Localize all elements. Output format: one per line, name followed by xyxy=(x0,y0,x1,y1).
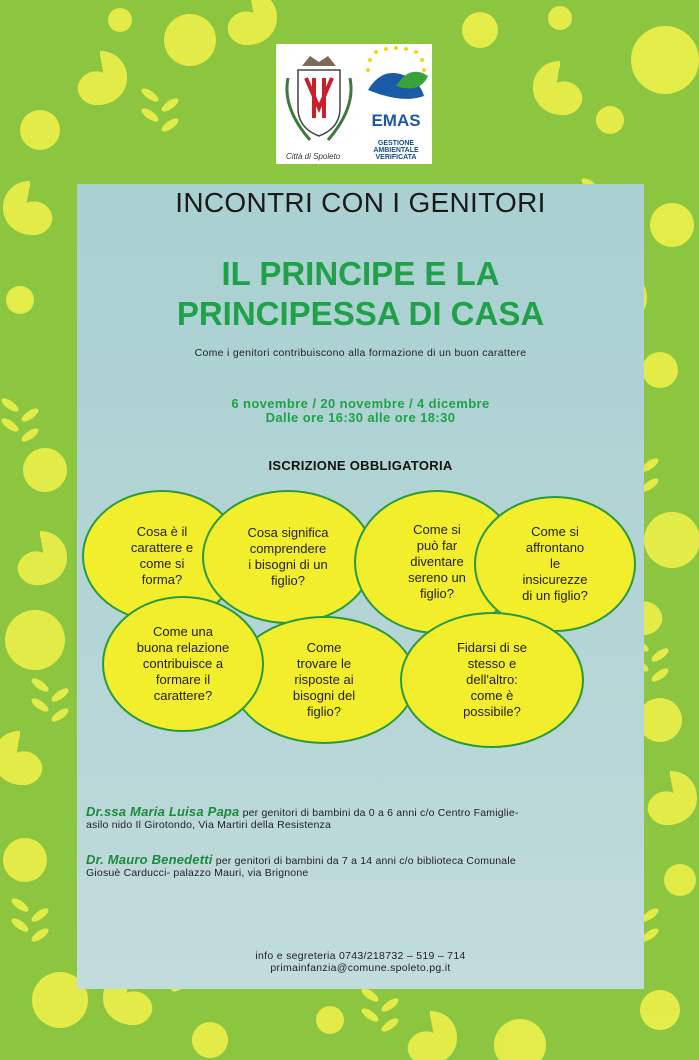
hours-line: Dalle ore 16:30 alle ore 18:30 xyxy=(265,410,456,425)
bubble-text: Come trovare le risposte ai bisogni del figlio? xyxy=(292,640,356,719)
emas-logo xyxy=(362,46,430,136)
city-caption: Città di Spoleto xyxy=(286,152,341,161)
subtitle: Come i genitori contribuiscono alla formazione di un buon carattere xyxy=(194,347,527,359)
pattern-dot xyxy=(644,512,699,568)
bubble-text: Come si può far diventare sereno un figlio? xyxy=(408,522,466,601)
pattern-dot xyxy=(642,352,678,388)
speaker-entry xyxy=(86,806,636,831)
speaker-details: per genitori di bambini da 7 a 14 anni c/o biblioteca Comunale xyxy=(212,855,516,867)
event-dates xyxy=(77,397,644,425)
emas-wordmark: EMAS xyxy=(371,111,421,130)
city-coat-of-arms-logo xyxy=(280,48,358,148)
contact-info xyxy=(77,950,644,974)
pattern-dot xyxy=(548,6,572,30)
topic-bubble xyxy=(202,490,374,624)
speaker-name: Dr. Mauro Benedetti xyxy=(86,852,213,867)
headline: INCONTRI CON I GENITORI xyxy=(175,187,546,218)
pattern-dot xyxy=(20,110,60,150)
pattern-dot xyxy=(596,106,624,134)
title-line-1: IL PRINCIPE E LA xyxy=(221,255,500,292)
topic-bubble xyxy=(102,596,264,732)
pattern-dot xyxy=(640,990,680,1030)
dates-line: 6 novembre / 20 novembre / 4 dicembre xyxy=(231,396,490,411)
bubble-text: Cosa significa comprendere i bisogni di un figlio? xyxy=(247,525,329,588)
pattern-dot xyxy=(462,12,498,48)
pattern-dot xyxy=(23,448,67,492)
speaker-location: Giosuè Carducci- palazzo Mauri, via Brignone xyxy=(86,867,309,879)
email-line: primainfanzia@comune.spoleto.pg.it xyxy=(270,962,451,974)
topic-bubble xyxy=(400,612,584,748)
bubble-text: Come si affrontano le insicurezze di un figlio? xyxy=(522,524,588,603)
pattern-dot xyxy=(192,1022,228,1058)
pattern-dot xyxy=(664,864,696,896)
bubble-text: Fidarsi di se stesso e dell'altro: come è possibile? xyxy=(456,640,528,719)
pattern-dot xyxy=(316,1006,344,1034)
bubble-text: Cosa è il carattere e come si forma? xyxy=(130,524,194,587)
pattern-dot xyxy=(3,838,47,882)
phone-line: info e segreteria 0743/218732 – 519 – 714 xyxy=(255,950,466,962)
pattern-dot xyxy=(108,8,132,32)
title-line-2: PRINCIPESSA DI CASA xyxy=(176,295,545,332)
speaker-details: per genitori di bambini da 0 a 6 anni c/o Centro Famiglie- xyxy=(239,807,519,819)
emas-caption: GESTIONE AMBIENTALE VERIFICATA xyxy=(373,140,419,161)
pattern-dot xyxy=(638,698,682,742)
speaker-entry xyxy=(86,854,636,879)
pattern-dot xyxy=(650,203,694,247)
bubble-text: Come una buona relazione contribuisce a formare il carattere? xyxy=(136,624,230,703)
pattern-dot xyxy=(631,26,699,94)
speaker-location: asilo nido Il Girotondo, Via Martiri della Resistenza xyxy=(86,819,332,831)
event-title xyxy=(77,254,644,334)
registration-notice: ISCRIZIONE OBBLIGATORIA xyxy=(268,458,453,473)
pattern-dot xyxy=(5,610,65,670)
logos-area xyxy=(276,44,432,164)
speaker-name: Dr.ssa Maria Luisa Papa xyxy=(86,804,240,819)
pattern-dot xyxy=(6,286,34,314)
pattern-dot xyxy=(164,14,216,66)
